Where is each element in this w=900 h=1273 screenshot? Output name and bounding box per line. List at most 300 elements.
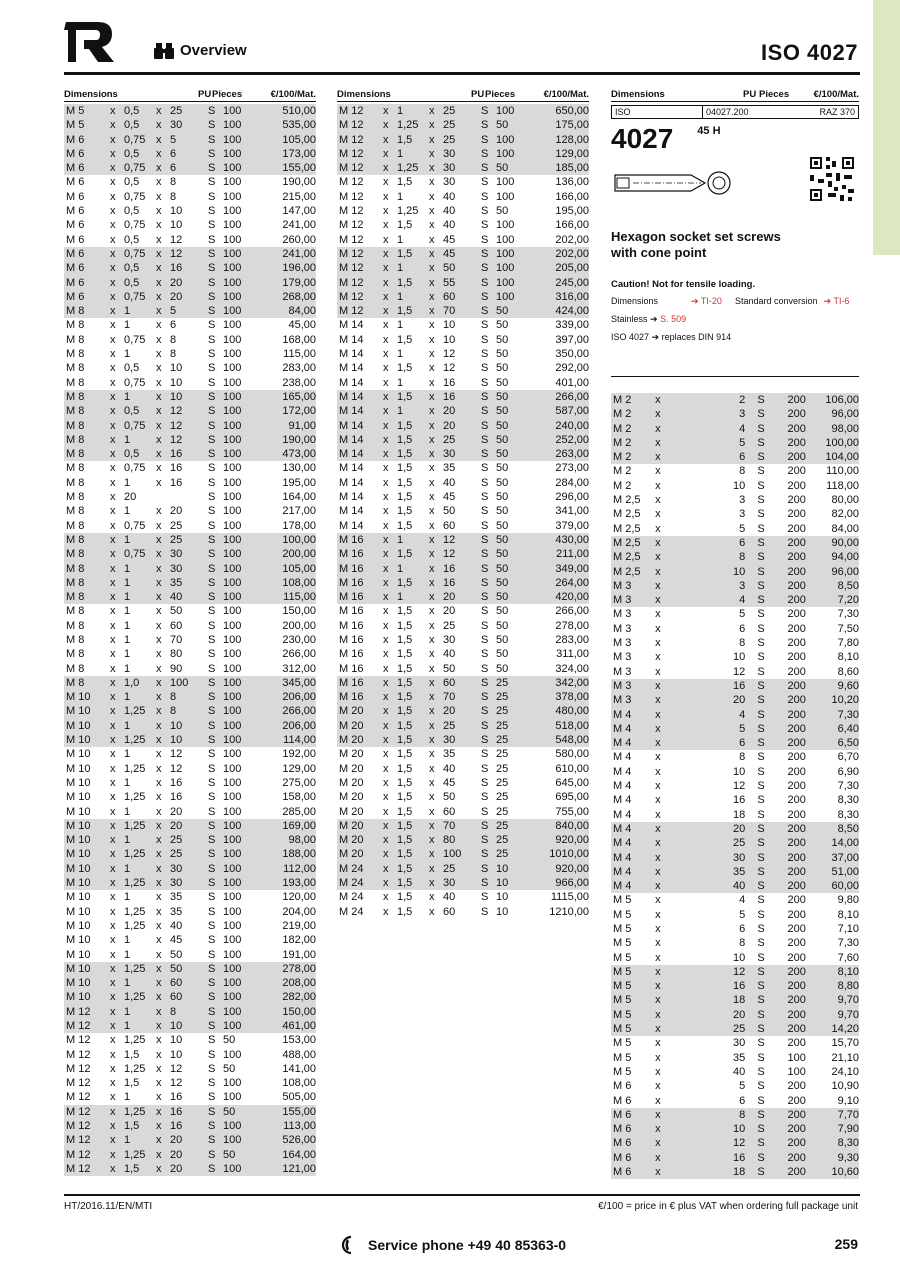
table-cell: 30: [170, 119, 183, 132]
table-cell: 2: [739, 394, 746, 406]
table-cell: x: [156, 105, 162, 117]
table-cell: 195,00: [555, 205, 589, 218]
table-cell: x: [110, 1077, 116, 1090]
table-cell: x: [156, 805, 162, 818]
table-cell: S: [481, 190, 489, 203]
table-cell: x: [429, 877, 435, 890]
table-cell: S: [757, 1094, 765, 1107]
table-cell: x: [383, 119, 389, 132]
table-cell: M 6: [66, 190, 85, 203]
table-cell: 341,00: [555, 505, 589, 518]
table-cell: x: [110, 805, 116, 818]
table-cell: 430,00: [555, 533, 589, 546]
table-cell: 20: [170, 505, 183, 518]
table-cell: 282,00: [282, 991, 316, 1004]
table-cell: x: [429, 262, 435, 275]
footer-divider: [64, 1194, 860, 1196]
table-row: [64, 633, 316, 647]
table-cell: M 10: [66, 891, 91, 904]
table-cell: S: [481, 333, 489, 346]
table-cell: x: [156, 1120, 162, 1133]
table-cell: 50: [443, 791, 456, 804]
table-cell: 200: [787, 1023, 806, 1036]
table-cell: 100: [496, 247, 515, 260]
table-cell: x: [383, 676, 389, 689]
table-cell: S: [208, 605, 216, 618]
table-cell: S: [208, 233, 216, 246]
table-cell: x: [156, 205, 162, 218]
table-cell: 25: [443, 433, 456, 446]
table-cell: 211,00: [556, 548, 589, 561]
table-cell: 100: [223, 333, 242, 346]
table-cell: 16: [170, 1091, 183, 1104]
table-cell: 755,00: [555, 805, 589, 818]
table-cell: M 6: [613, 1137, 632, 1150]
table-cell: x: [110, 1091, 116, 1104]
table-cell: 1: [124, 862, 131, 875]
table-cell: 40: [443, 648, 456, 661]
table-cell: 18: [733, 1166, 746, 1179]
table-cell: S: [208, 319, 216, 332]
table-cell: M 10: [66, 905, 91, 918]
table-cell: 1: [124, 948, 131, 961]
table-cell: 16: [443, 576, 456, 589]
table-cell: 108,00: [282, 576, 316, 589]
table-cell: 0,75: [124, 290, 146, 303]
table-cell: S: [481, 519, 489, 532]
table-row: [337, 833, 589, 847]
table-cell: 40: [443, 891, 456, 904]
table-cell: 35: [443, 748, 456, 761]
table-cell: 548,00: [555, 734, 589, 747]
table-cell: 0,5: [124, 405, 140, 418]
table-cell: S: [481, 791, 489, 804]
table-cell: x: [156, 991, 162, 1004]
table-cell: M 3: [613, 694, 632, 707]
table-cell: x: [156, 919, 162, 932]
table-cell: S: [208, 1034, 216, 1047]
table-cell: S: [757, 594, 765, 607]
table-cell: x: [110, 162, 116, 175]
table-cell: 25: [496, 734, 509, 747]
table-cell: 1,25: [124, 905, 146, 918]
table-cell: 200,00: [282, 619, 316, 632]
table-cell: M 4: [613, 865, 632, 878]
table-cell: 1,25: [124, 791, 146, 804]
table-cell: M 14: [339, 348, 364, 361]
table-cell: S: [757, 436, 765, 449]
table-cell: M 12: [66, 1062, 91, 1075]
table-cell: 1,25: [124, 705, 146, 718]
table-cell: M 12: [66, 1148, 91, 1161]
table-cell: x: [655, 765, 661, 778]
table-row: [64, 276, 316, 290]
table-cell: 200: [787, 622, 806, 635]
table-cell: x: [655, 422, 661, 435]
table-cell: x: [156, 119, 162, 132]
table-cell: M 12: [339, 176, 364, 189]
table-cell: M 2,5: [613, 494, 641, 507]
table-row: [64, 476, 316, 490]
table-cell: x: [156, 262, 162, 275]
table-cell: 7,30: [837, 708, 859, 721]
table-cell: 20: [170, 290, 183, 303]
table-cell: 50: [496, 448, 509, 461]
table-cell: 0,5: [124, 233, 140, 246]
table-cell: 90,00: [831, 536, 859, 549]
table-cell: x: [110, 262, 116, 275]
table-cell: M 10: [66, 791, 91, 804]
table-row: [611, 793, 859, 807]
table-cell: 100: [223, 348, 242, 361]
table-cell: x: [655, 479, 661, 492]
ti6-link[interactable]: ➔ TI-6: [823, 296, 850, 306]
table-cell: 190,00: [282, 433, 316, 446]
table-cell: x: [156, 748, 162, 761]
table-row: [611, 693, 859, 707]
table-row: [337, 876, 589, 890]
table-cell: 296,00: [555, 491, 589, 504]
table-cell: x: [655, 708, 661, 721]
table-cell: x: [156, 1034, 162, 1047]
table-cell: S: [208, 348, 216, 361]
table-cell: 25: [443, 119, 456, 132]
table-cell: 112,00: [283, 862, 316, 875]
table-cell: S: [481, 390, 489, 403]
table-cell: 100: [496, 290, 515, 303]
table-row: [337, 190, 589, 204]
table-cell: S: [208, 119, 216, 132]
table-row: [64, 676, 316, 690]
table-cell: S: [208, 962, 216, 975]
table-row: [64, 1119, 316, 1133]
table-row: [64, 1033, 316, 1047]
table-cell: 50: [496, 305, 509, 318]
table-cell: 100: [223, 376, 242, 389]
table-cell: 50: [496, 619, 509, 632]
table-cell: M 14: [339, 319, 364, 332]
table-cell: M 12: [339, 219, 364, 232]
table-cell: M 2: [613, 408, 632, 421]
table-cell: M 2: [613, 465, 632, 478]
table-cell: 12: [170, 748, 183, 761]
table-cell: x: [655, 651, 661, 664]
table-cell: x: [655, 536, 661, 549]
table-row: [64, 990, 316, 1004]
table-cell: 20: [170, 276, 183, 289]
table-cell: 50: [496, 433, 509, 446]
table-cell: S: [757, 822, 765, 835]
table-cell: 1: [124, 1134, 131, 1147]
table-cell: 100: [223, 805, 242, 818]
table-cell: x: [383, 219, 389, 232]
table-cell: 1,5: [397, 276, 413, 289]
table-cell: x: [156, 591, 162, 604]
table-cell: 100: [223, 133, 242, 146]
table-cell: S: [481, 376, 489, 389]
table-row: [64, 519, 316, 533]
table-cell: M 4: [613, 751, 632, 764]
table-row: [337, 247, 589, 261]
table-row: [337, 547, 589, 561]
table-cell: M 8: [66, 448, 85, 461]
table-cell: 100: [223, 748, 242, 761]
table-cell: 100: [223, 433, 242, 446]
table-cell: x: [383, 877, 389, 890]
table-cell: S: [757, 1051, 765, 1064]
table-cell: S: [481, 819, 489, 832]
table-cell: x: [383, 376, 389, 389]
table-cell: M 20: [339, 819, 364, 832]
table-cell: x: [110, 519, 116, 532]
table-cell: x: [110, 705, 116, 718]
table-cell: x: [110, 505, 116, 518]
table-cell: x: [110, 1034, 116, 1047]
table-cell: S: [208, 633, 216, 646]
table-cell: 200: [787, 436, 806, 449]
table-cell: 580,00: [555, 748, 589, 761]
table-cell: 100: [223, 162, 242, 175]
table-cell: x: [429, 362, 435, 375]
table-cell: S: [757, 1023, 765, 1036]
table-cell: 50: [496, 662, 509, 675]
table-cell: 1,25: [124, 819, 146, 832]
table-row: [64, 261, 316, 275]
table-cell: 1: [124, 776, 131, 789]
table-cell: x: [429, 405, 435, 418]
table-cell: x: [156, 1048, 162, 1061]
table-cell: 1,5: [397, 676, 413, 689]
table-cell: M 2: [613, 479, 632, 492]
table-cell: 966,00: [555, 877, 589, 890]
table-cell: x: [156, 290, 162, 303]
table-cell: 50: [496, 591, 509, 604]
table-cell: x: [110, 119, 116, 132]
table-cell: x: [156, 333, 162, 346]
table-cell: 21,10: [831, 1051, 859, 1064]
table-cell: 155,00: [282, 162, 316, 175]
table-cell: 7,60: [837, 951, 859, 964]
table-row: [64, 962, 316, 976]
table-cell: x: [110, 1105, 116, 1118]
table-cell: 100: [223, 519, 242, 532]
table-cell: 166,00: [555, 190, 589, 203]
table-cell: S: [757, 694, 765, 707]
table-row: [611, 1165, 859, 1179]
table-cell: 60: [443, 676, 456, 689]
table-row: [337, 461, 589, 475]
table-cell: x: [156, 848, 162, 861]
table-cell: M 5: [613, 1008, 632, 1021]
table-cell: x: [156, 276, 162, 289]
table-cell: 1,5: [397, 762, 413, 775]
table-cell: M 6: [66, 205, 85, 218]
table-cell: x: [429, 205, 435, 218]
table-cell: M 2: [613, 451, 632, 464]
table-cell: S: [757, 722, 765, 735]
table-cell: S: [208, 805, 216, 818]
table-cell: 195,00: [282, 476, 316, 489]
table-cell: 206,00: [282, 691, 316, 704]
table-cell: 12: [443, 362, 456, 375]
table-cell: 0,5: [124, 176, 140, 189]
table-cell: 505,00: [282, 1091, 316, 1104]
table-cell: 12: [170, 233, 183, 246]
qr-code-icon[interactable]: [808, 155, 856, 203]
table-cell: S: [757, 765, 765, 778]
table-cell: 100: [223, 762, 242, 775]
table-cell: S: [757, 651, 765, 664]
table-cell: M 16: [339, 648, 364, 661]
table-row: [64, 562, 316, 576]
table-cell: 200: [787, 722, 806, 735]
section-tab[interactable]: [873, 0, 900, 255]
table-cell: 1,25: [124, 962, 146, 975]
table-cell: 25: [443, 719, 456, 732]
table-cell: 200: [787, 408, 806, 421]
table-cell: M 14: [339, 505, 364, 518]
table-cell: 205,00: [555, 262, 589, 275]
table-cell: x: [383, 719, 389, 732]
table-cell: M 8: [66, 362, 85, 375]
table-cell: M 10: [66, 948, 91, 961]
table-cell: 100: [223, 390, 242, 403]
table-cell: x: [110, 819, 116, 832]
table-cell: S: [208, 190, 216, 203]
table-cell: 420,00: [555, 591, 589, 604]
table-cell: M 10: [66, 705, 91, 718]
table-cell: S: [481, 448, 489, 461]
table-row: [611, 865, 859, 879]
table-cell: 200: [787, 608, 806, 621]
table-cell: x: [110, 1062, 116, 1075]
table-cell: 100: [223, 405, 242, 418]
table-cell: S: [208, 719, 216, 732]
table-cell: S: [208, 762, 216, 775]
table-cell: S: [481, 719, 489, 732]
table-cell: x: [655, 565, 661, 578]
table-cell: 10: [170, 362, 183, 375]
table-cell: S: [481, 691, 489, 704]
table-cell: S: [481, 891, 489, 904]
table-cell: x: [156, 676, 162, 689]
table-cell: 100: [223, 562, 242, 575]
service-phone[interactable]: Service phone +49 40 85363-0: [340, 1235, 566, 1255]
table-cell: S: [481, 219, 489, 232]
table-cell: 100: [223, 1077, 242, 1090]
table-cell: 25: [170, 834, 183, 847]
table-cell: 60: [170, 977, 183, 990]
table-cell: 200: [787, 1094, 806, 1107]
table-cell: 45: [170, 934, 183, 947]
table-cell: x: [383, 848, 389, 861]
table-cell: S: [481, 848, 489, 861]
table-cell: 25: [496, 691, 509, 704]
table-cell: 8,50: [837, 579, 859, 592]
table-cell: x: [110, 419, 116, 432]
table-cell: 1: [124, 619, 131, 632]
table-cell: 215,00: [282, 190, 316, 203]
table-cell: S: [208, 1148, 216, 1161]
table-cell: M 10: [66, 834, 91, 847]
table-cell: 1,25: [397, 119, 419, 132]
table-cell: 587,00: [555, 405, 589, 418]
table-cell: 25: [170, 848, 183, 861]
table-row: [64, 233, 316, 247]
table-cell: 20: [733, 694, 746, 707]
table-row: [611, 936, 859, 950]
table-cell: 1: [124, 934, 131, 947]
table-cell: M 6: [66, 162, 85, 175]
table-cell: 1,5: [397, 633, 413, 646]
table-cell: S: [757, 408, 765, 421]
table-cell: 1210,00: [549, 905, 589, 918]
table-cell: S: [757, 922, 765, 935]
table-cell: M 8: [66, 390, 85, 403]
page-number: 259: [834, 1236, 858, 1252]
table-cell: x: [383, 147, 389, 160]
table-cell: 30: [443, 734, 456, 747]
table-cell: S: [757, 465, 765, 478]
table-cell: M 24: [339, 862, 364, 875]
table-cell: 5: [739, 608, 746, 621]
table-cell: x: [110, 562, 116, 575]
table-row: [64, 461, 316, 475]
table-cell: 30: [733, 851, 746, 864]
table-row: [611, 836, 859, 850]
table-cell: M 4: [613, 737, 632, 750]
table-cell: S: [208, 448, 216, 461]
table-cell: M 2,5: [613, 536, 641, 549]
table-row: [337, 847, 589, 861]
table-cell: x: [383, 247, 389, 260]
table-row: [64, 175, 316, 189]
stainless-link[interactable]: S. 509: [660, 314, 687, 324]
table-cell: 25: [496, 705, 509, 718]
table-cell: x: [429, 619, 435, 632]
table-cell: x: [110, 433, 116, 446]
table-cell: 25: [496, 834, 509, 847]
table-cell: 100: [496, 219, 515, 232]
table-cell: x: [655, 722, 661, 735]
table-cell: S: [208, 133, 216, 146]
table-cell: x: [383, 805, 389, 818]
table-row: [64, 290, 316, 304]
table-row: [337, 819, 589, 833]
ti20-link[interactable]: ➔ TI-20: [691, 296, 722, 306]
table-row: [337, 519, 589, 533]
table-cell: S: [208, 1048, 216, 1061]
table-cell: 50: [496, 162, 509, 175]
table-cell: M 12: [339, 290, 364, 303]
table-cell: 1,5: [397, 419, 413, 432]
table-row: [64, 204, 316, 218]
table-cell: S: [208, 862, 216, 875]
table-cell: 200: [787, 551, 806, 564]
table-cell: x: [429, 476, 435, 489]
table-row: [611, 622, 859, 636]
table-cell: 100: [223, 119, 242, 132]
table-cell: 0,75: [124, 419, 146, 432]
table-cell: 10: [170, 1020, 183, 1032]
table-cell: 10: [496, 862, 509, 875]
table-cell: x: [429, 862, 435, 875]
table-cell: 30: [170, 862, 183, 875]
table-cell: x: [156, 505, 162, 518]
table-cell: 6: [739, 1094, 746, 1107]
table-cell: S: [481, 776, 489, 789]
table-cell: 50: [223, 1062, 236, 1075]
